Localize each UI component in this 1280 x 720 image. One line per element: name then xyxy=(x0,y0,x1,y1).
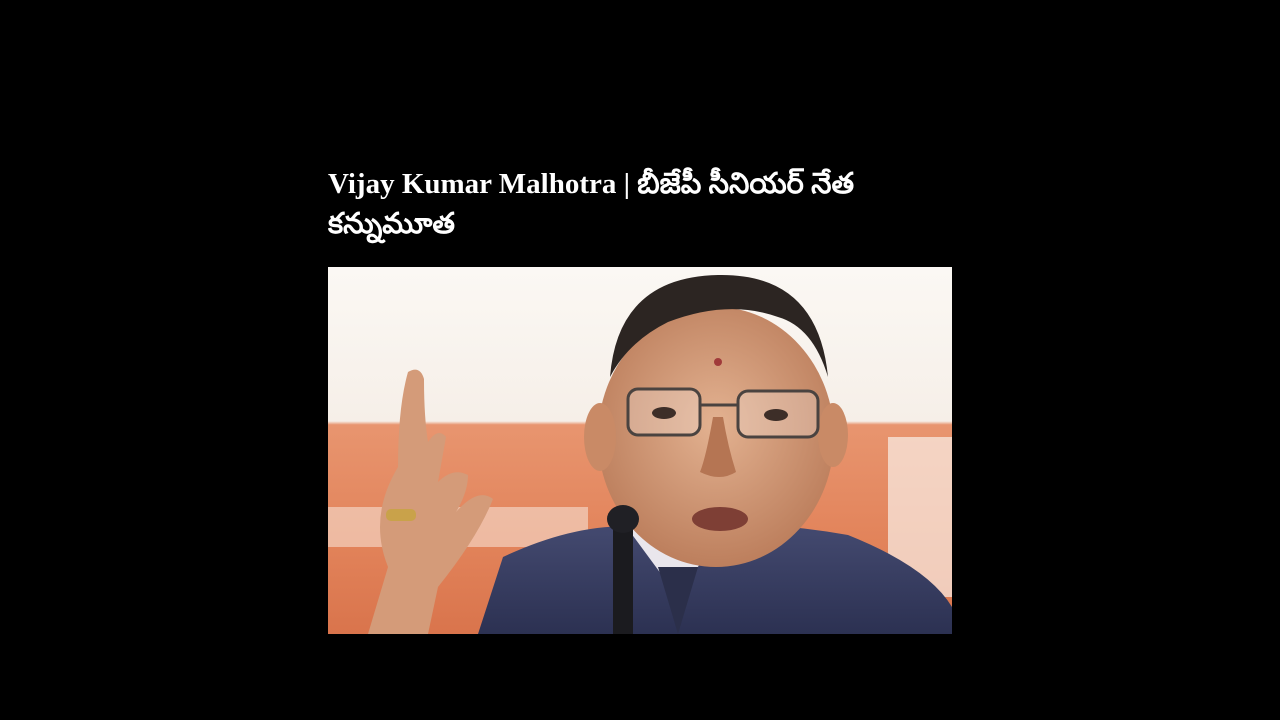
person-speaking-photo xyxy=(328,267,952,634)
article-headline: Vijay Kumar Malhotra | బీజేపీ సీనియర్ నేత కన్నుమూత xyxy=(328,168,855,240)
article-header xyxy=(328,164,952,244)
article-photo xyxy=(328,267,952,634)
